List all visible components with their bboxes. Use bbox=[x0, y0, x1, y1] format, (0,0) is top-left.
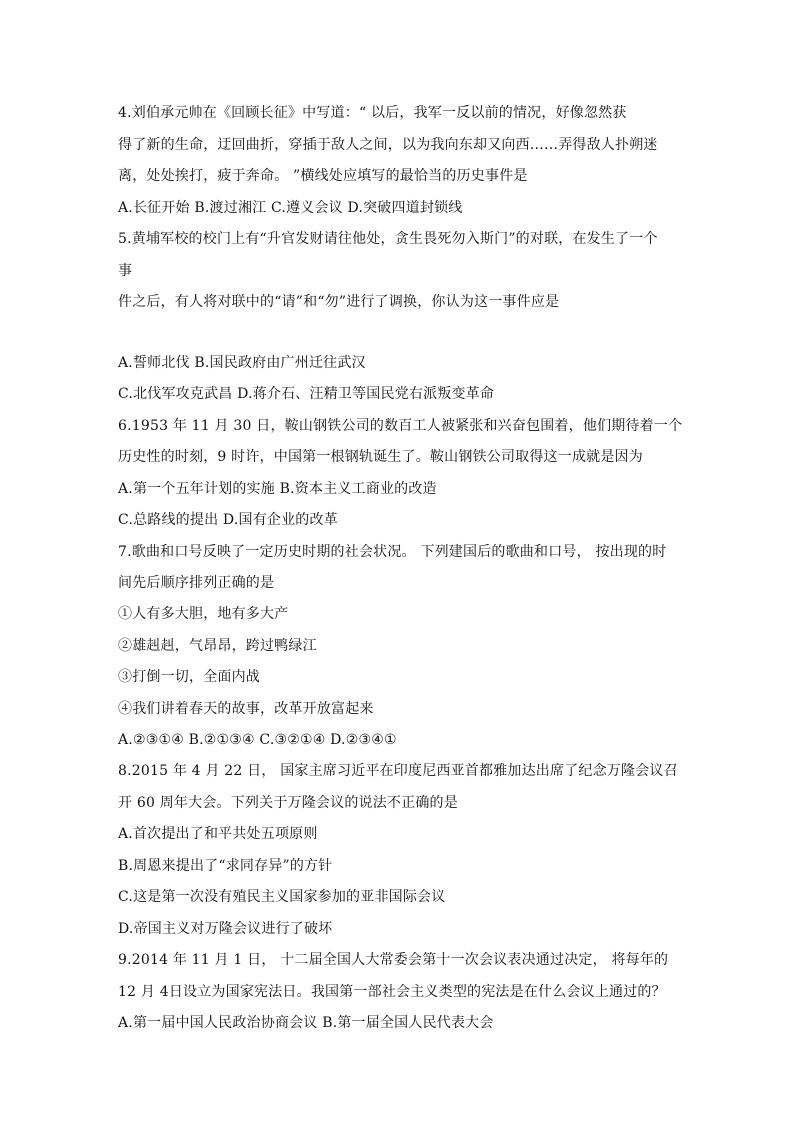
q5-options-ab: A.誓师北伐 B.国民政府由广州迁往武汉 bbox=[118, 355, 366, 371]
q7-item-2: ②雄赳赳，气昂昂，跨过鸭绿江 bbox=[118, 638, 317, 654]
q7-stem-line-2: 间先后顺序排列正确的是 bbox=[118, 575, 275, 591]
q5-stem-line-1: 5.黄埔军校的校门上有“升官发财请往他处，贪生畏死勿入斯门”的对联，在发生了一个 bbox=[118, 231, 658, 247]
q4-options: A.长征开始 B.渡过湘江 C.遵义会议 D.突破四道封锁线 bbox=[118, 200, 463, 216]
q9-options-ab: A.第一届中国人民政治协商会议 B.第一届全国人民代表大会 bbox=[118, 1015, 494, 1031]
q5-stem-line-2: 事 bbox=[118, 263, 133, 279]
q6-stem-line-1: 6.1953 年 11 月 30 日，鞍山钢铁公司的数百工人被紧张和兴奋包围着，他们期待着一个 bbox=[118, 418, 683, 434]
q5-stem-line-3: 件之后，有人将对联中的“请”和“勿”进行了调换，你认为这一事件应是 bbox=[118, 294, 560, 310]
q7-item-3: ③打倒一切，全面内战 bbox=[118, 669, 260, 685]
q6-options-cd: C.总路线的提出 D.国有企业的改革 bbox=[118, 512, 338, 528]
q8-option-c: C.这是第一次没有殖民主义国家参加的亚非国际会议 bbox=[118, 889, 446, 905]
q7-item-4: ④我们讲着春天的故事，改革开放富起来 bbox=[118, 701, 374, 717]
q7-options: A.②③①④ B.②①③④ C.③②①④ D.②③④① bbox=[118, 732, 397, 748]
q8-stem-line-2: 开 60 周年大会。下列关于万隆会议的说法不正确的是 bbox=[118, 795, 458, 811]
q4-stem-line-3: 离，处处挨打，疲于奔命。 ”横线处应填写的最恰当的历史事件是 bbox=[118, 168, 528, 184]
q9-stem-line-1: 9.2014 年 11 月 1 日， 十二届全国人大常委会第十一次会议表决通过决定， 将每年的 bbox=[118, 952, 669, 968]
q8-option-b: B.周恩来提出了“求同存异”的方针 bbox=[118, 858, 333, 874]
q5-options-cd: C.北伐军攻克武昌 D.蒋介石、汪精卫等国民党右派叛变革命 bbox=[118, 386, 495, 402]
q6-options-ab: A.第一个五年计划的实施 B.资本主义工商业的改造 bbox=[118, 481, 437, 497]
q8-option-a: A.首次提出了和平共处五项原则 bbox=[118, 826, 318, 842]
q9-stem-line-2: 12 月 4日设立为国家宪法日。我国第一部社会主义类型的宪法是在什么会议上通过的？ bbox=[118, 984, 666, 1000]
q8-option-d: D.帝国主义对万隆会议进行了破坏 bbox=[118, 921, 333, 937]
q8-stem-line-1: 8.2015 年 4 月 22 日， 国家主席习近平在印度尼西亚首都雅加达出席了纪念万隆会议召 bbox=[118, 763, 678, 779]
q6-stem-line-2: 历史性的时刻，9 时许，中国第一根钢轨诞生了。鞍山钢铁公司取得这一成就是因为 bbox=[118, 449, 643, 465]
q4-stem-line-2: 得了新的生命，迂回曲折，穿插于敌人之间，以为我向东却又向西……弄得敌人扑朔迷 bbox=[118, 137, 658, 153]
q7-stem-line-1: 7.歌曲和口号反映了一定历史时期的社会状况。 下列建国后的歌曲和口号， 按出现的时 bbox=[118, 544, 667, 560]
q4-stem-line-1: 4.刘伯承元帅在《回顾长征》中写道：“ 以后，我军一反以前的情况，好像忽然获 bbox=[118, 105, 627, 121]
q7-item-1: ①人有多大胆，地有多大产 bbox=[118, 606, 289, 622]
